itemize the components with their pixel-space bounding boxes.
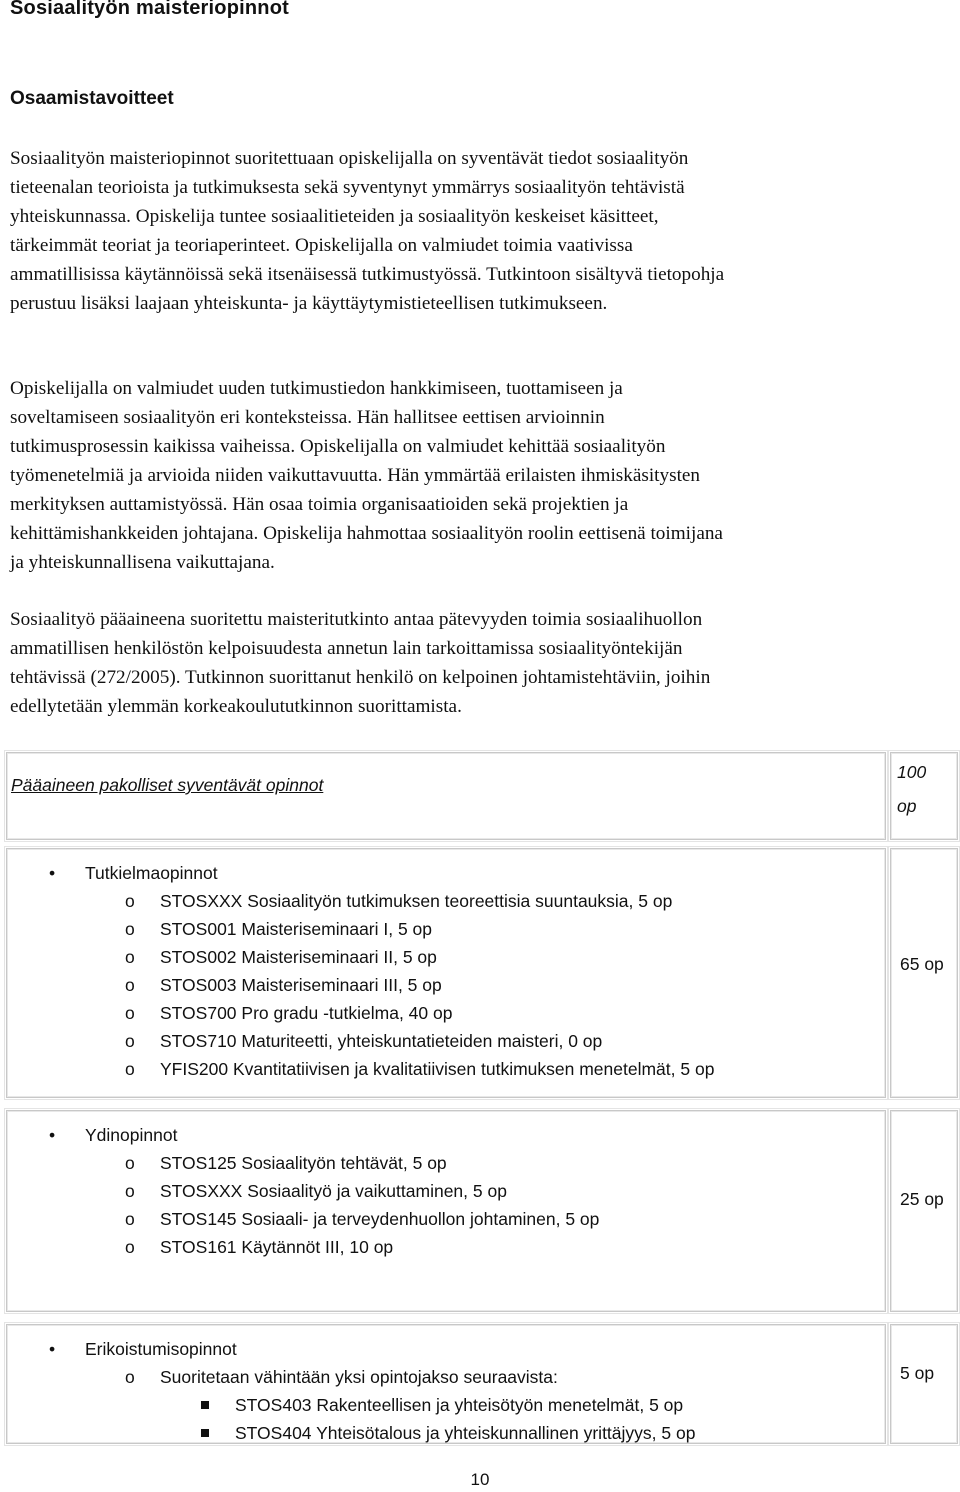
group-total: 5 op [900, 1363, 935, 1383]
group-total: 25 op [900, 1189, 944, 1209]
circle-bullet-icon: o [125, 1059, 135, 1079]
group-heading [7, 859, 714, 887]
list-item [7, 915, 714, 943]
list-item [7, 1027, 714, 1055]
course-list [7, 1121, 599, 1261]
list-item [7, 1205, 599, 1233]
course-name: STOS003 Maisteriseminaari III, 5 op [160, 975, 442, 995]
circle-bullet-icon: o [125, 1153, 135, 1173]
text-line: merkityksen auttamistyössä. Hän osaa toimia organisaatioiden sekä projektien ja [10, 494, 629, 515]
course-list-cell [6, 1324, 886, 1444]
paragraph-research-skills [10, 374, 960, 577]
text-line: yhteiskunnassa. Opiskelija tuntee sosiaalitieteiden ja sosiaalityön keskeiset käsitteet, [10, 206, 659, 227]
course-list [7, 859, 714, 1083]
table-row-erikoistumisopinnot [6, 1324, 956, 1444]
text-line: Sosiaalityön maisteriopinnot suoritettuaan opiskelijalla on syventävät tiedot sosiaalityön [10, 148, 689, 169]
paragraph-qualification [10, 605, 960, 721]
instruction-text: Suoritetaan vähintään yksi opintojakso seuraavista: [160, 1367, 558, 1387]
course-name: STOS125 Sosiaalityön tehtävät, 5 op [160, 1153, 447, 1173]
list-item [7, 999, 714, 1027]
text-line: kehittämishankkeiden johtajana. Opiskelija hahmottaa sosiaalityön roolin eettisenä toimijana [10, 523, 723, 544]
course-name: STOS403 Rakenteellisen ja yhteisötyön menetelmät, 5 op [235, 1395, 684, 1415]
course-list [7, 1335, 695, 1447]
list-item [7, 1177, 599, 1205]
circle-bullet-icon: o [125, 947, 135, 967]
paragraph-learning-outcomes [10, 144, 960, 318]
table-header-total-cell [890, 752, 958, 840]
table-header-total [897, 755, 926, 823]
table-header-row [6, 752, 956, 840]
group-total: 65 op [900, 954, 944, 974]
group-heading [7, 1121, 599, 1149]
course-list-cell [6, 1110, 886, 1312]
course-name: STOS404 Yhteisötalous ja yhteiskunnallinen yrittäjyys, 5 op [235, 1423, 696, 1443]
group-name: Ydinopinnot [85, 1125, 178, 1145]
page-number: 10 [470, 1470, 490, 1489]
text-line: perustuu lisäksi laajaan yhteiskunta- ja käyttäytymistieteellisen tutkimukseen. [10, 293, 608, 314]
circle-bullet-icon: o [125, 1003, 135, 1023]
bullet-icon: • [49, 1125, 56, 1145]
text-line: Opiskelijalla on valmiudet uuden tutkimustiedon hankkimiseen, tuottamiseen ja [10, 378, 623, 399]
text-line: tehtävissä (272/2005). Tutkinnon suorittanut henkilö on kelpoinen johtamistehtäviin, joihin [10, 667, 711, 688]
course-name: STOS001 Maisteriseminaari I, 5 op [160, 919, 433, 939]
table-header-total-number: 100 [897, 762, 927, 782]
list-item [7, 1363, 695, 1391]
course-name: STOS161 Käytännöt III, 10 op [160, 1237, 394, 1257]
text-line: tärkeimmät teoriat ja teoriaperinteet. Opiskelijalla on valmiudet toimia vaativissa [10, 235, 633, 256]
text-line: työmenetelmiä ja arvioida niiden vaikuttavuutta. Hän ymmärtää erilaisten ihmiskäsitysten [10, 465, 701, 486]
list-item [7, 1233, 599, 1261]
page-title: Sosiaalityön maisteriopinnot [10, 0, 289, 19]
credits-cell [890, 1110, 958, 1312]
circle-bullet-icon: o [125, 1031, 135, 1051]
table-header-label: Pääaineen pakolliset syventävät opinnot [11, 775, 324, 795]
list-item [7, 1149, 599, 1177]
list-item [7, 1419, 695, 1447]
text-line: edellytetään ylemmän korkeakoulututkinnon suorittamista. [10, 696, 462, 717]
table-header-total-unit: op [897, 796, 917, 816]
table-header-cell [6, 752, 886, 840]
text-line: soveltamiseen sosiaalityön eri konteksteissa. Hän hallitsee eettisen arvioinnin [10, 407, 605, 428]
section-heading: Osaamistavoitteet [10, 88, 174, 109]
bullet-icon: • [49, 1339, 56, 1359]
table-row-ydinopinnot [6, 1110, 956, 1312]
circle-bullet-icon: o [125, 919, 135, 939]
course-name: STOS710 Maturiteetti, yhteiskuntatieteiden maisteri, 0 op [160, 1031, 603, 1051]
course-name: STOS002 Maisteriseminaari II, 5 op [160, 947, 437, 967]
text-line: ja yhteiskunnallisena vaikuttajana. [10, 552, 275, 573]
text-line: tutkimusprosessin kaikissa vaiheissa. Opiskelijalla on valmiudet kehittää sosiaalityön [10, 436, 666, 457]
table-row-tutkielmaopinnot [6, 848, 956, 1098]
circle-bullet-icon: o [125, 1237, 135, 1257]
list-item [7, 943, 714, 971]
square-bullet-icon [201, 1429, 209, 1437]
credits-cell [890, 1324, 958, 1444]
group-name: Tutkielmaopinnot [85, 863, 218, 883]
list-item [7, 1391, 695, 1419]
course-name: YFIS200 Kvantitatiivisen ja kvalitatiivisen tutkimuksen menetelmät, 5 op [160, 1059, 715, 1079]
list-item [7, 1055, 714, 1083]
credits-cell [890, 848, 958, 1098]
circle-bullet-icon: o [125, 975, 135, 995]
circle-bullet-icon: o [125, 1367, 135, 1387]
circle-bullet-icon: o [125, 891, 135, 911]
course-name: STOSXXX Sosiaalityön tutkimuksen teoreettisia suuntauksia, 5 op [160, 891, 673, 911]
group-name: Erikoistumisopinnot [85, 1339, 237, 1359]
square-bullet-icon [201, 1401, 209, 1409]
text-line: tieteenalan teorioista ja tutkimuksesta sekä syventynyt ymmärrys sosiaalityön tehtävistä [10, 177, 685, 198]
circle-bullet-icon: o [125, 1181, 135, 1201]
text-line: Sosiaalityö pääaineena suoritettu maisteritutkinto antaa pätevyyden toimia sosiaalihuollon [10, 609, 703, 630]
text-line: ammatillisen henkilöstön kelpoisuudesta annetun lain tarkoittamissa sosiaalityöntekijän [10, 638, 683, 659]
group-heading [7, 1335, 695, 1363]
list-item [7, 887, 714, 915]
course-list-cell [6, 848, 886, 1098]
circle-bullet-icon: o [125, 1209, 135, 1229]
text-line: ammatillisissa käytännöissä sekä itsenäisessä tutkimustyössä. Tutkintoon sisältyvä tietopohja [10, 264, 725, 285]
course-name: STOS700 Pro gradu -tutkielma, 40 op [160, 1003, 453, 1023]
bullet-icon: • [49, 863, 56, 883]
list-item [7, 971, 714, 999]
course-name: STOS145 Sosiaali- ja terveydenhuollon johtaminen, 5 op [160, 1209, 600, 1229]
course-name: STOSXXX Sosiaalityö ja vaikuttaminen, 5 op [160, 1181, 507, 1201]
